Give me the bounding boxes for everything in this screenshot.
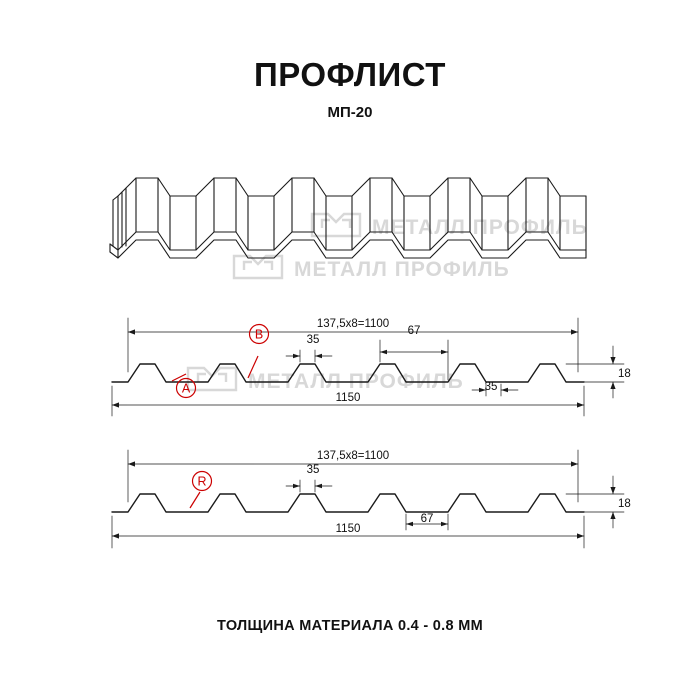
watermark-logo-icon <box>312 214 360 236</box>
watermark-text: МЕТАЛЛ ПРОФИЛЬ <box>372 216 588 239</box>
section-r-marker-r <box>190 472 212 509</box>
marker-label-a: A <box>181 381 191 396</box>
material-thickness-note: ТОЛЩИНА МАТЕРИАЛА 0.4 - 0.8 ММ <box>217 618 483 634</box>
section-r-top-dimension: 137,5х8=1100 <box>316 450 390 462</box>
section-a-rib-pitch-2: 35 <box>484 381 498 393</box>
section-a-rib-width: 67 <box>407 325 421 337</box>
page-subtitle: МП-20 <box>327 104 373 121</box>
section-r-bottom-dimension: 1150 <box>335 523 361 535</box>
section-a-marker-a <box>172 374 196 398</box>
watermark-text: МЕТАЛЛ ПРОФИЛЬ <box>248 370 464 393</box>
section-a-height-dimension: 18 <box>618 368 631 380</box>
marker-label-b: B <box>254 327 264 342</box>
section-r-group <box>112 450 624 548</box>
section-r-height-dimension: 18 <box>618 498 631 510</box>
section-a-top-dimension: 137,5х8=1100 <box>316 318 390 330</box>
section-a-bottom-dimension: 1150 <box>335 392 361 404</box>
watermark-logo-icon <box>234 256 282 278</box>
section-r-rib-pitch: 35 <box>306 464 320 476</box>
watermark-3 <box>312 214 588 239</box>
section-r-rib-width: 67 <box>420 513 434 525</box>
watermark-text: МЕТАЛЛ ПРОФИЛЬ <box>294 258 510 281</box>
section-a-rib-pitch: 35 <box>306 334 320 346</box>
page-title: ПРОФЛИСТ <box>254 56 446 93</box>
section-r-profile-outline <box>112 494 584 512</box>
watermark-1 <box>234 256 510 281</box>
marker-label-r: R <box>197 474 207 489</box>
